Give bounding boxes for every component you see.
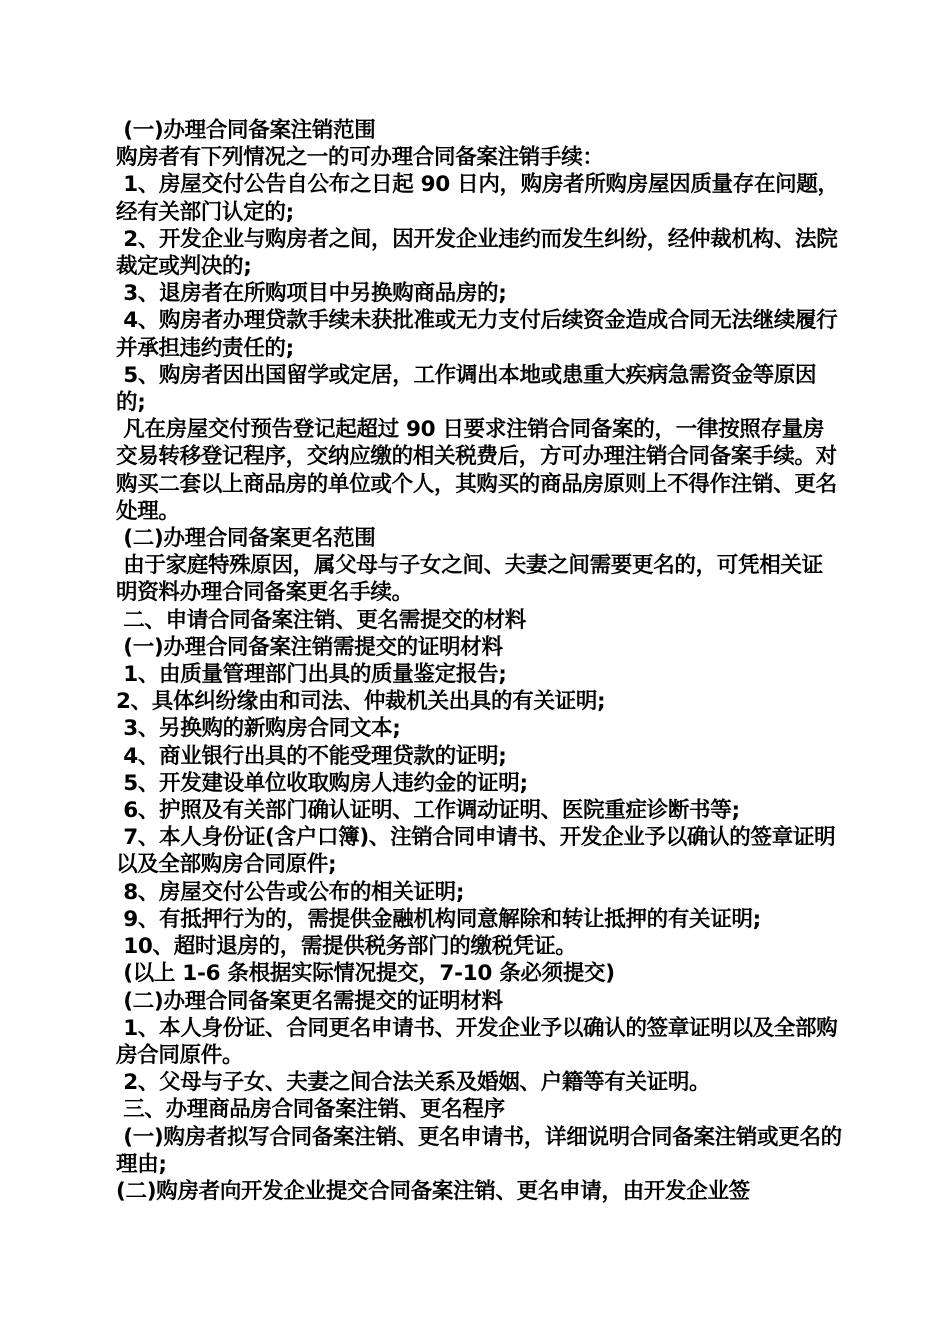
section-heading: (一)办理合同备案注销范围	[116, 118, 376, 143]
section-heading: (二)办理合同备案更名范围	[116, 526, 376, 552]
list-item: 3、退房者在所购项目中另换购商品房的;	[116, 281, 507, 307]
list-item: 6、护照及有关部门确认证明、工作调动证明、医院重症诊断书等;	[116, 798, 740, 824]
list-item: 7、本人身份证(含户口簿)、注销合同申请书、开发企业予以确认的签章证明以及全部购房合同原件;	[116, 825, 836, 878]
section-heading: 二、申请合同备案注销、更名需提交的材料	[116, 607, 526, 633]
section-heading: (二)办理合同备案更名需提交的证明材料	[116, 988, 503, 1014]
list-item: (二)购房者向开发企业提交合同备案注销、更名申请，由开发企业签	[116, 1178, 750, 1204]
list-item: 1、本人身份证、合同更名申请书、开发企业予以确认的签章证明以及全部购房合同原件。	[116, 1015, 838, 1068]
list-item: 4、购房者办理贷款手续未获批准或无力支付后续资金造成合同无法继续履行并承担违约责任的;	[116, 308, 838, 361]
list-item: 3、另换购的新购房合同文本;	[116, 716, 401, 742]
section-heading: (一)办理合同备案注销需提交的证明材料	[116, 634, 503, 660]
list-item: 2、具体纠纷缘由和司法、仲裁机关出具的有关证明;	[116, 689, 606, 715]
list-item: 1、由质量管理部门出具的质量鉴定报告;	[116, 662, 507, 688]
document-page	[116, 117, 842, 1205]
list-item: 8、房屋交付公告或公布的相关证明;	[116, 879, 465, 905]
note: (以上 1-6 条根据实际情况提交，7-10 条必须提交)	[116, 961, 615, 987]
paragraph: 由于家庭特殊原因，属父母与子女之间、夫妻之间需要更名的，可凭相关证明资料办理合同备案更名手续。	[116, 553, 823, 606]
list-item: (一)购房者拟写合同备案注销、更名申请书，详细说明合同备案注销或更名的理由;	[116, 1124, 842, 1177]
list-item: 5、购房者因出国留学或定居，工作调出本地或患重大疾病急需资金等原因的;	[116, 362, 817, 416]
list-item: 5、开发建设单位收取购房人违约金的证明;	[116, 770, 528, 796]
list-item: 4、商业银行出具的不能受理贷款的证明;	[116, 743, 507, 769]
list-item: 9、有抵押行为的，需提供金融机构同意解除和转让抵押的有关证明;	[116, 906, 761, 932]
section-heading: 三、办理商品房合同备案注销、更名程序	[116, 1097, 505, 1123]
list-item: 1、房屋交付公告自公布之日起 90 日内，购房者所购房屋因质量存在问题，经有关部门认定的;	[116, 172, 839, 225]
list-item: 10、超时退房的，需提供税务部门的缴税凭证。	[116, 934, 577, 960]
list-item: 2、开发企业与购房者之间，因开发企业违约而发生纠纷，经仲裁机构、法院裁定或判决的;	[116, 226, 838, 280]
paragraph: 购房者有下列情况之一的可办理合同备案注销手续：	[116, 145, 604, 171]
list-item: 2、父母与子女、夫妻之间合法关系及婚姻、户籍等有关证明。	[116, 1070, 711, 1096]
paragraph: 凡在房屋交付预告登记起超过 90 日要求注销合同备案的，一律按照存量房交易转移登记程序，交纳应缴的相关税费后，方可办理注销合同备案手续。对购买二套以上商品房的单位或个人，其购买的商品房原则上不得作注销、更名处理。	[116, 417, 837, 524]
